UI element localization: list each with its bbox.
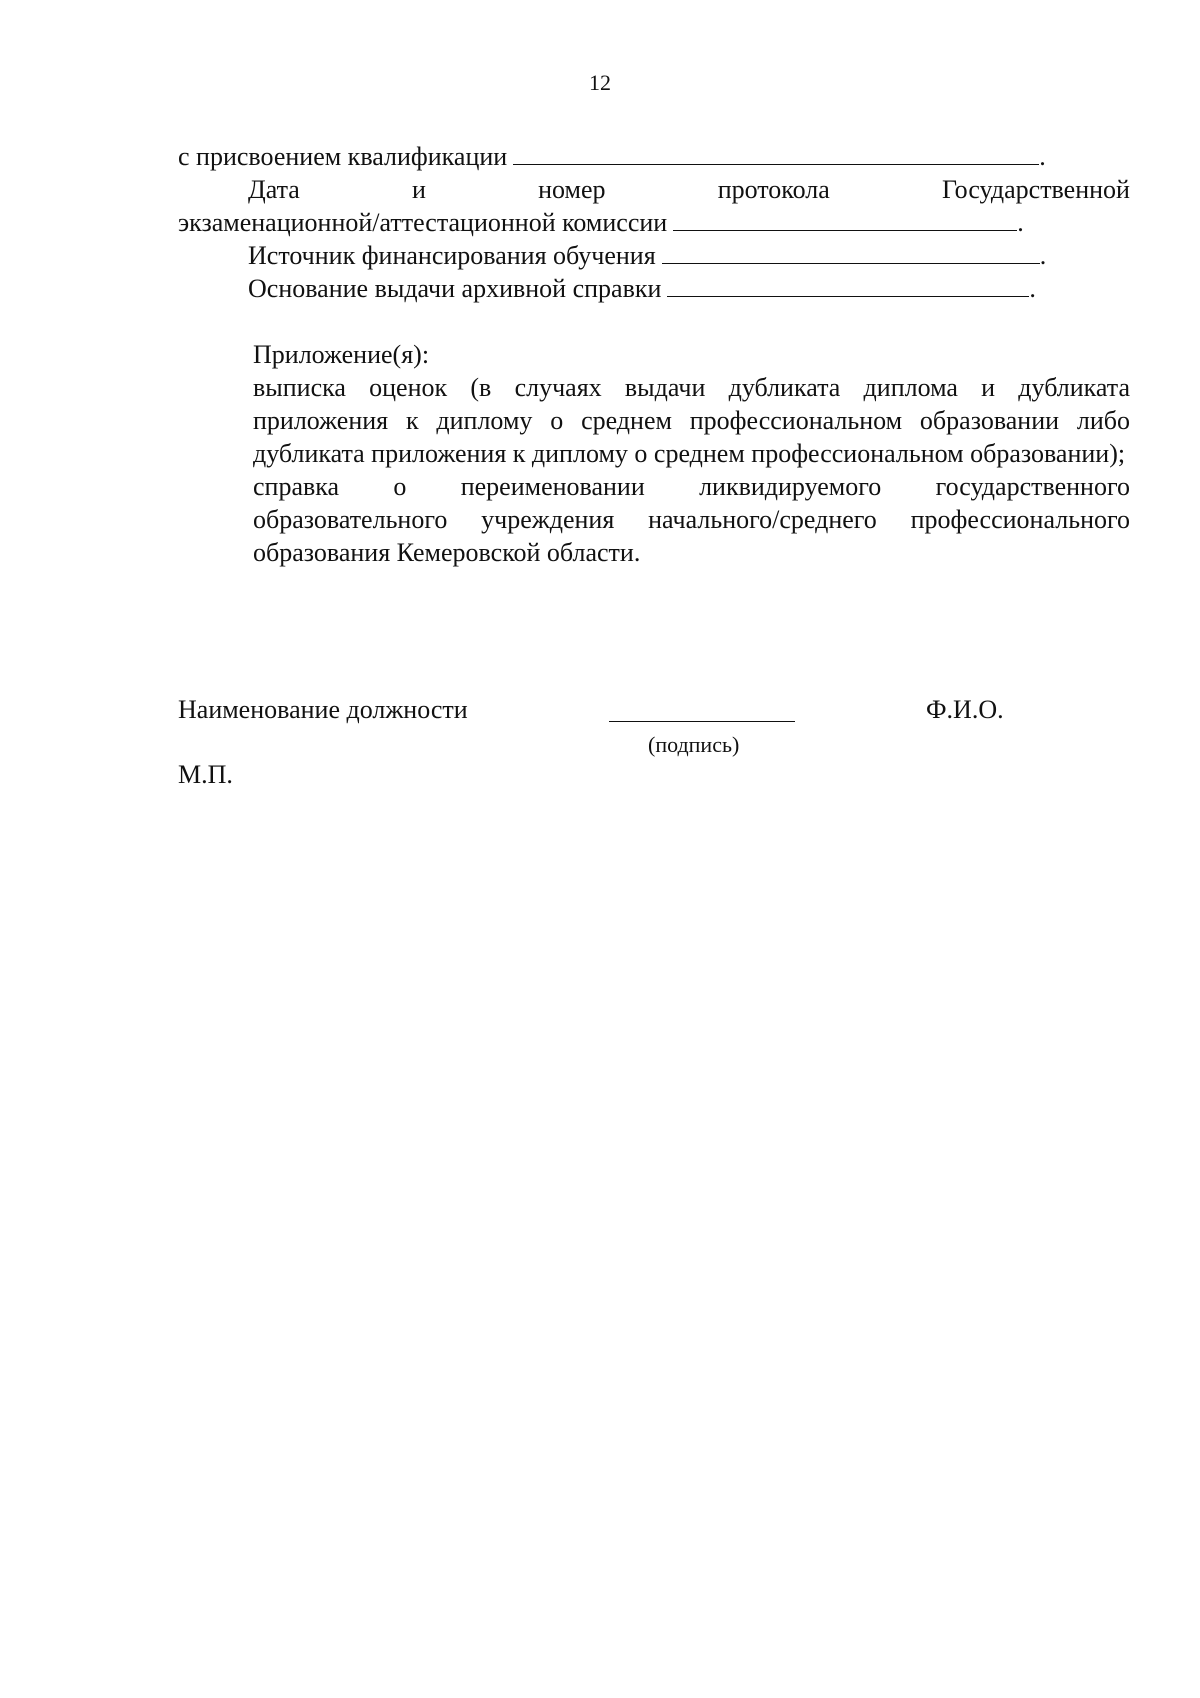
basis-end: .: [1029, 274, 1036, 303]
signature-line: [609, 721, 795, 722]
funding-label: Источник финансирования обучения: [248, 241, 656, 270]
protocol-commission-label: экзаменационной/аттестационной комиссии: [178, 208, 668, 237]
attachments-title: Приложение(я):: [253, 340, 430, 369]
qualification-line: [178, 140, 1130, 173]
protocol-word: протокола: [717, 175, 830, 204]
attachment-item-grades: выписка оценок (в случаях выдачи дубликата диплома и дубликата приложения к диплому о среднем профессиональном образовании либо дубликата приложения к диплому о среднем профессиональном образовании);: [253, 373, 1130, 468]
funding-end: .: [1039, 241, 1047, 270]
protocol-line-2: [178, 206, 1130, 239]
protocol-end: .: [1017, 208, 1024, 237]
protocol-word: и: [412, 175, 426, 204]
basis-blank: [667, 274, 1029, 297]
protocol-word: Государственной: [941, 175, 1130, 204]
signature-caption: (подпись): [648, 732, 740, 757]
page-number: 12: [589, 70, 611, 95]
signature-row: [178, 695, 1130, 735]
qualification-label: с присвоением квалификации: [178, 142, 508, 171]
position-label: Наименование должности: [178, 695, 468, 724]
name-label: Ф.И.О.: [926, 695, 1004, 724]
document-body: [178, 140, 1130, 305]
stamp-label: М.П.: [178, 760, 233, 789]
attachments-block: [253, 338, 1130, 569]
qualification-blank: [513, 142, 1039, 165]
protocol-word: номер: [538, 175, 606, 204]
qualification-end: .: [1039, 142, 1046, 171]
protocol-line-1: [178, 173, 1130, 206]
protocol-word: Дата: [248, 175, 300, 204]
funding-line: [178, 239, 1130, 272]
funding-blank: [662, 241, 1040, 264]
attachment-item-rename: справка о переименовании ликвидируемого государственного образовательного учреждения начального/среднего профессионального образования Кемеровской области.: [253, 472, 1130, 567]
basis-line: [178, 272, 1130, 305]
basis-label: Основание выдачи архивной справки: [248, 274, 662, 303]
protocol-blank: [673, 208, 1017, 231]
